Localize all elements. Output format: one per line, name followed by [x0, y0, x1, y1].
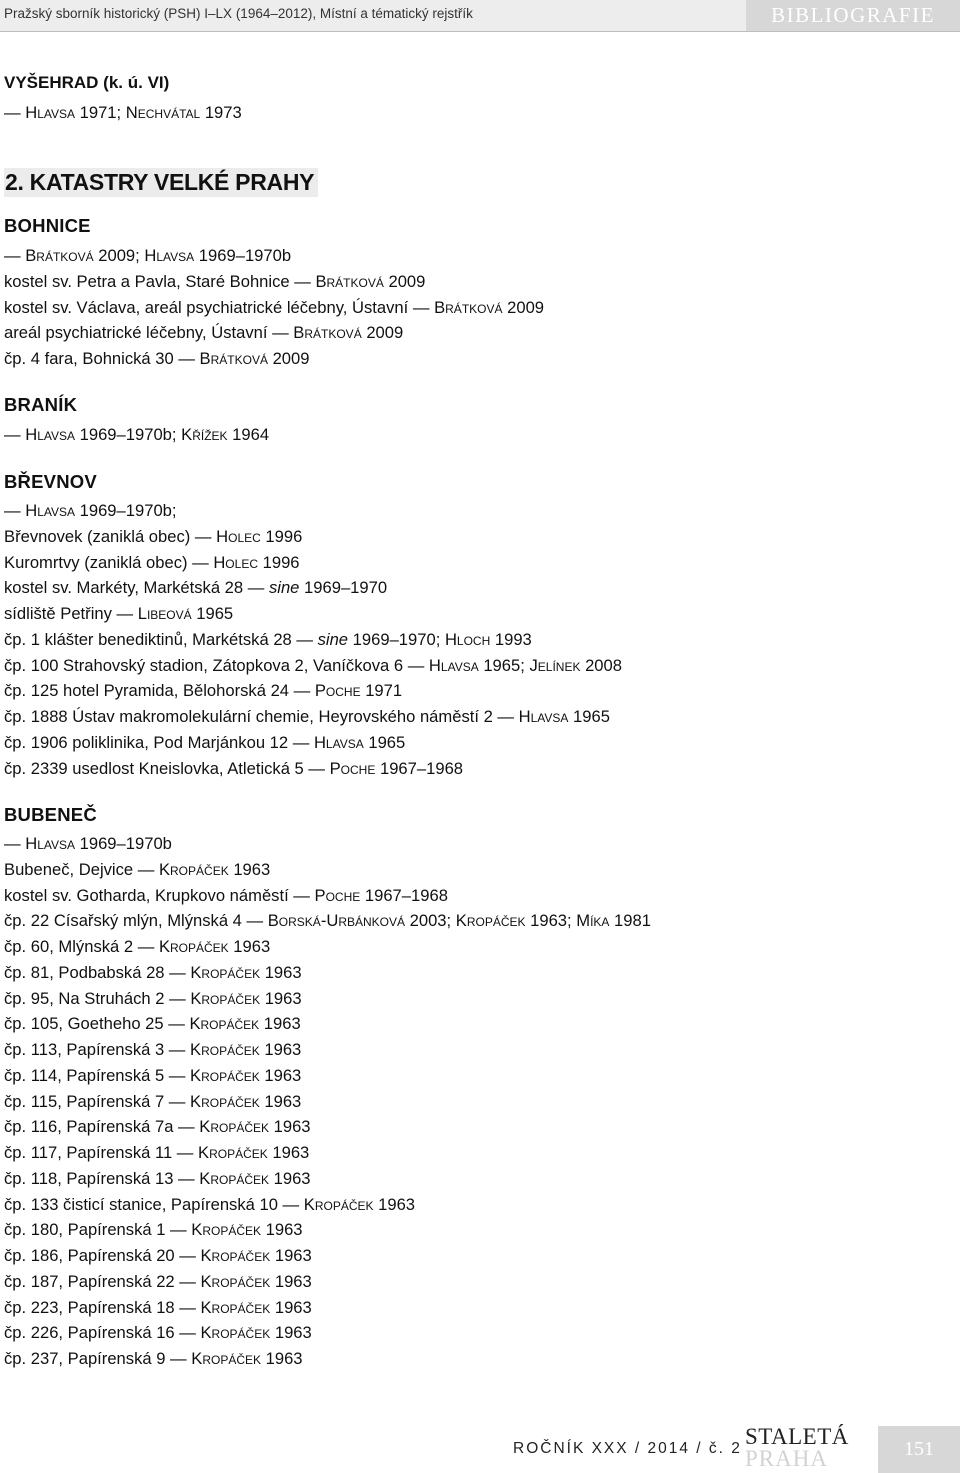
- entry-text: 1964: [227, 425, 270, 444]
- entry-text: 1963: [269, 1168, 311, 1188]
- entry-text: Kuromrtvy (zaniklá obec) —: [4, 552, 214, 572]
- entry-text: čp. 1888 Ústav makromolekulární chemie, Heyrovského náměstí 2 —: [4, 707, 519, 726]
- entry-text: —: [4, 501, 26, 520]
- author-name: Křížek: [181, 425, 228, 444]
- entry-text: čp. 22 Císařský mlýn, Mlýnská 4 —: [4, 911, 268, 931]
- section-heading-bohnice: BOHNICE: [4, 215, 91, 236]
- entry-text: čp. 114, Papírenská 5 —: [4, 1065, 191, 1085]
- entry-text: areál psychiatrické léčebny, Ústavní —: [4, 323, 294, 343]
- entry-text: čp. 115, Papírenská 7 —: [4, 1091, 191, 1111]
- entry-text: 1967–1968: [360, 885, 448, 905]
- entry-line: [4, 425, 269, 445]
- author-name: Poche: [314, 681, 361, 701]
- author-name: Brátková: [434, 297, 503, 317]
- author-name: Kropáček: [199, 1117, 269, 1137]
- entry-line: [4, 963, 302, 983]
- author-name: Nechvátal: [125, 103, 201, 122]
- author-name: Holec: [216, 526, 261, 546]
- entry-line: [4, 1246, 312, 1266]
- entry-line: [4, 733, 405, 753]
- entry-line: [4, 1092, 301, 1112]
- entry-line: [4, 246, 291, 266]
- entry-text: čp. 223, Papírenská 18 —: [4, 1297, 201, 1317]
- entry-line: [4, 886, 448, 906]
- entry-text: čp. 133 čisticí stanice, Papírenská 10 —: [4, 1194, 304, 1214]
- entry-text: 1981: [609, 911, 651, 931]
- entry-text: 1963: [267, 1143, 310, 1162]
- entry-line: [4, 1117, 311, 1137]
- author-name: Hlavsa: [518, 707, 569, 726]
- entry-text: 1963: [259, 1091, 302, 1111]
- author-name: Hlavsa: [25, 834, 76, 853]
- author-name: Kropáček: [200, 1323, 271, 1343]
- section-heading-branik: BRANÍK: [4, 394, 78, 415]
- entry-text: 1963: [228, 937, 271, 956]
- author-name: Poche: [314, 885, 361, 905]
- entry-text: kostel sv. Václava, areál psychiatrické léčebny, Ústavní —: [4, 297, 435, 317]
- entry-text: Břevnovek (zaniklá obec) —: [4, 526, 217, 546]
- entry-line: [4, 911, 651, 931]
- entry-text: 1963: [259, 1065, 302, 1085]
- entry-text: 2009;: [93, 246, 145, 265]
- entry-text: čp. 125 hotel Pyramida, Bělohorská 24 —: [4, 681, 315, 701]
- author-name: Kropáček: [191, 1220, 261, 1240]
- author-name: Hlavsa: [25, 425, 76, 444]
- issue-label: ROČNÍK XXX / 2014 / č. 2: [513, 1440, 742, 1457]
- entry-text: 1971: [360, 681, 403, 701]
- entry-text: 1965;: [478, 655, 530, 675]
- entry-text: čp. 237, Papírenská 9 —: [4, 1349, 192, 1368]
- author-name: Kropáček: [158, 859, 229, 879]
- entry-line: [4, 656, 622, 676]
- entry-line: [4, 707, 610, 727]
- author-name: Kropáček: [200, 1246, 271, 1265]
- entry-line: [4, 298, 544, 318]
- entry-text: čp. 118, Papírenská 13 —: [4, 1168, 200, 1188]
- logo-top-text: STALETÁ: [745, 1424, 849, 1449]
- entry-text: sídliště Petřiny —: [4, 604, 138, 623]
- entry-text: kostel sv. Markéty, Markétská 28 —: [4, 578, 269, 598]
- entry-text: 1963: [259, 1014, 301, 1034]
- author-name: Brátková: [293, 323, 362, 343]
- entry-text: 1969–1970b: [75, 834, 172, 853]
- major-heading: 2. KATASTRY VELKÉ PRAHY: [4, 168, 318, 197]
- entry-text: 2009: [383, 271, 426, 291]
- entry-line: [4, 1143, 309, 1163]
- entry-text: 2003;: [405, 911, 456, 931]
- entry-text: —: [4, 246, 26, 265]
- entry-line: [4, 1169, 311, 1189]
- entry-line: [4, 1349, 303, 1369]
- entry-line: [4, 1014, 301, 1034]
- header-section-label: BIBLIOGRAFIE: [746, 0, 960, 31]
- entry-line: [4, 834, 172, 854]
- entry-text: 1963;: [525, 911, 577, 931]
- entry-text: 1969–1970b;: [75, 501, 177, 520]
- entry-text: čp. 113, Papírenská 3 —: [4, 1040, 191, 1059]
- entry-line: [4, 323, 403, 343]
- author-name: Kropáček: [190, 962, 261, 982]
- entry-text: —: [4, 103, 26, 122]
- entry-text: 1963: [259, 1040, 302, 1059]
- entry-text: 1969–1970: [299, 578, 388, 598]
- entry-line: [4, 272, 425, 292]
- entry-line: [4, 681, 402, 701]
- staleta-praha-logo: [745, 1426, 849, 1470]
- page-number: 151: [878, 1426, 960, 1473]
- entry-text: 1963: [261, 1220, 303, 1240]
- author-name: Kropáček: [190, 1040, 260, 1059]
- top-heading-vysehrad: VYŠEHRAD (k. ú. VI): [4, 73, 170, 92]
- author-name: Kropáček: [199, 1168, 269, 1188]
- author-name: Hlavsa: [25, 501, 76, 520]
- entry-line: [4, 759, 463, 779]
- entry-line: [4, 989, 302, 1009]
- entry-text: čp. 100 Strahovský stadion, Zátopkova 2, Vaníčkova 6 —: [4, 655, 429, 675]
- entry-text: čp. 2339 usedlost Kneislovka, Atletická 5 —: [4, 758, 330, 778]
- entry-text: kostel sv. Gotharda, Krupkovo náměstí —: [4, 885, 315, 905]
- entry-text: 1963: [228, 859, 271, 879]
- entry-text: 2009: [502, 297, 545, 317]
- running-header: [0, 0, 960, 32]
- author-name: Kropáček: [190, 1065, 260, 1085]
- author-name: Jelínek: [529, 655, 581, 675]
- entry-text: čp. 180, Papírenská 1 —: [4, 1220, 192, 1240]
- entry-text: čp. 116, Papírenská 7a —: [4, 1117, 200, 1137]
- author-name: Holec: [213, 552, 258, 572]
- italic-term: sine: [268, 578, 300, 598]
- entry-text: 1996: [260, 526, 303, 546]
- entry-line: [4, 1272, 312, 1292]
- author-name: Kropáček: [200, 1271, 271, 1291]
- entry-text: 1973: [200, 103, 242, 122]
- entry-text: 1965: [191, 604, 234, 623]
- author-name: Brátková: [199, 349, 268, 368]
- entry-line: [4, 1066, 301, 1086]
- section-heading-brevnov: BŘEVNOV: [4, 471, 97, 492]
- entry-text: —: [4, 425, 26, 444]
- author-name: Kropáček: [190, 1091, 260, 1111]
- entry-line: [4, 553, 300, 573]
- section-heading-bubenec: BUBENEČ: [4, 804, 97, 825]
- entry-text: čp. 105, Goetheho 25 —: [4, 1014, 190, 1034]
- entry-line: [4, 1323, 312, 1343]
- author-name: Kropáček: [303, 1194, 374, 1214]
- entry-text: 1963: [270, 1323, 312, 1343]
- entry-line: [4, 604, 233, 624]
- author-name: Kropáček: [191, 1349, 261, 1368]
- header-title: Pražský sborník historický (PSH) I–LX (1964–2012), Místní a tématický rejstřík: [4, 6, 473, 21]
- author-name: Poche: [329, 758, 376, 778]
- entry-text: 2008: [580, 655, 622, 675]
- entry-text: 1963: [373, 1194, 416, 1214]
- author-name: Kropáček: [455, 911, 526, 931]
- entry-line: [4, 578, 387, 598]
- author-name: Brátková: [25, 246, 94, 265]
- author-name: Kropáček: [158, 937, 229, 956]
- author-name: Kropáček: [200, 1297, 271, 1317]
- entry-text: 1963: [269, 1117, 311, 1137]
- entry-line: [4, 349, 310, 369]
- author-name: Kropáček: [198, 1143, 268, 1162]
- entry-text: 1963: [261, 1349, 303, 1368]
- entry-text: kostel sv. Petra a Pavla, Staré Bohnice —: [4, 271, 316, 291]
- entry-text: 1969–1970;: [348, 629, 445, 649]
- author-name: Borská-Urbánková: [267, 911, 406, 931]
- entry-text: 1996: [258, 552, 300, 572]
- entry-text: 1963: [260, 988, 302, 1008]
- entry-text: čp. 81, Podbabská 28 —: [4, 962, 191, 982]
- entry-text: 1965: [363, 732, 406, 752]
- entry-text: čp. 186, Papírenská 20 —: [4, 1246, 201, 1265]
- author-name: Brátková: [315, 271, 384, 291]
- entry-text: čp. 226, Papírenská 16 —: [4, 1323, 201, 1343]
- entry-text: čp. 187, Papírenská 22 —: [4, 1271, 201, 1291]
- entry-text: 1963: [260, 962, 302, 982]
- author-name: Hloch: [444, 629, 491, 649]
- entry-text: 2009: [361, 323, 404, 343]
- logo-bottom-text: PRAHA: [745, 1446, 828, 1471]
- entry-line: [4, 501, 177, 521]
- entry-line: [4, 630, 532, 650]
- entry-text: 1971;: [75, 103, 126, 122]
- author-name: Hlavsa: [144, 246, 195, 265]
- entry-line: [4, 1298, 312, 1318]
- author-name: Hlavsa: [313, 732, 364, 752]
- entry-line: [4, 1220, 303, 1240]
- entry-text: čp. 1906 poliklinika, Pod Marjánkou 12 —: [4, 732, 314, 752]
- entry-text: 2009: [267, 349, 310, 368]
- entry-line: [4, 860, 270, 880]
- entry-text: čp. 60, Mlýnská 2 —: [4, 937, 159, 956]
- italic-term: sine: [317, 629, 349, 649]
- entry-text: čp. 4 fara, Bohnická 30 —: [4, 349, 200, 368]
- entry-line: [4, 1040, 301, 1060]
- author-name: Kropáček: [189, 1014, 260, 1034]
- entry-line: [4, 103, 242, 123]
- author-name: Hlavsa: [25, 103, 76, 122]
- entry-text: 1965: [568, 707, 610, 726]
- entry-line: [4, 527, 302, 547]
- entry-text: 1963: [270, 1246, 312, 1265]
- entry-text: —: [4, 834, 26, 853]
- author-name: Hlavsa: [428, 655, 479, 675]
- entry-text: čp. 95, Na Struhách 2 —: [4, 988, 191, 1008]
- author-name: Libeová: [137, 604, 192, 623]
- entry-line: [4, 1195, 415, 1215]
- entry-line: [4, 937, 270, 957]
- entry-text: 1967–1968: [375, 758, 464, 778]
- entry-text: 1969–1970b;: [75, 425, 182, 444]
- entry-text: čp. 1 klášter benediktinů, Markétská 28 —: [4, 629, 318, 649]
- entry-text: 1993: [490, 629, 532, 649]
- entry-text: 1969–1970b: [194, 246, 292, 265]
- author-name: Kropáček: [190, 988, 261, 1008]
- entry-text: 1963: [270, 1271, 312, 1291]
- entry-text: Bubeneč, Dejvice —: [4, 859, 159, 879]
- author-name: Míka: [576, 911, 610, 931]
- entry-text: 1963: [270, 1297, 312, 1317]
- entry-text: čp. 117, Papírenská 11 —: [4, 1143, 199, 1162]
